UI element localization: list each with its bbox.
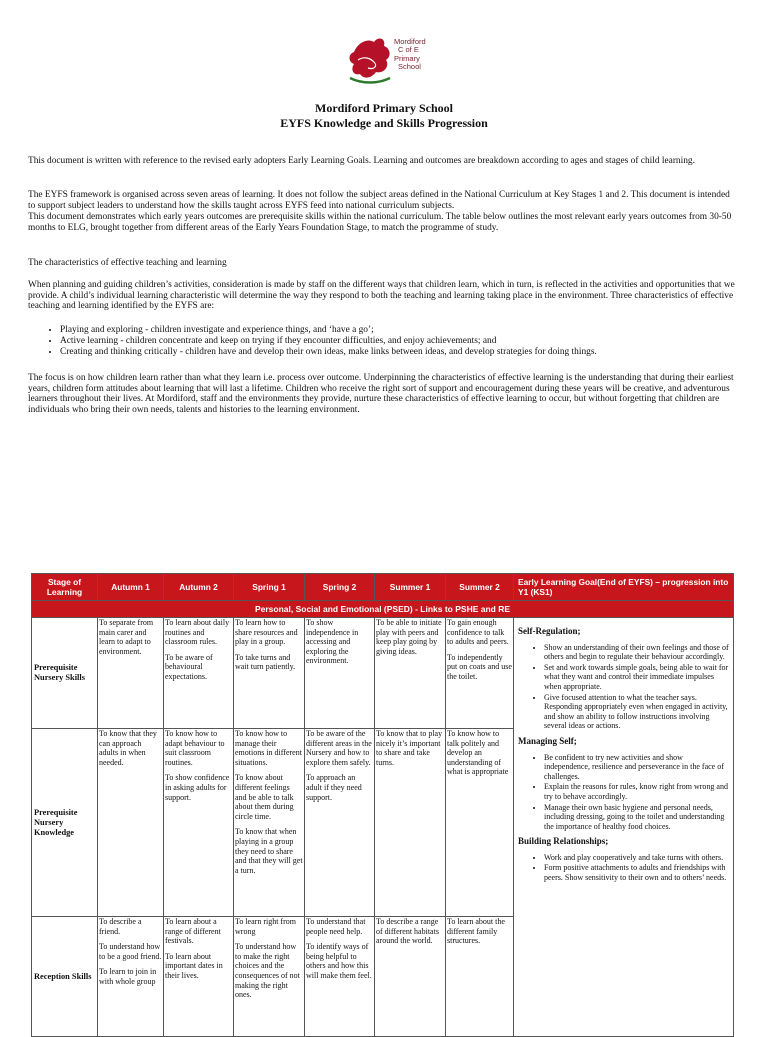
- cell-text: To describe a range of different habitats around the world.: [376, 917, 439, 946]
- elg-list-item: • Set and work towards simple goals, being able to wait for what they want and control their immediate impulses when appropriate.: [544, 663, 730, 692]
- table-cell: [446, 729, 514, 917]
- list-item: • Playing and exploring - children investigate and experience things, and ‘have a go’;: [60, 325, 760, 336]
- table-cell: [375, 618, 446, 729]
- header-autumn-1: Autumn 1: [98, 574, 164, 601]
- header-summer-2: Summer 2: [446, 574, 514, 601]
- table-cell: [305, 917, 375, 1037]
- table-cell: [98, 618, 164, 729]
- table-cell: [375, 729, 446, 917]
- logo-text: Mordiford C of E Primary School: [394, 37, 426, 71]
- cell-text: To learn to join in with whole group: [99, 967, 157, 986]
- intro-paragraph-3: This document demonstrates which early years outcomes are prerequisite skills within the national curriculum. The table below outlines the most relevant early years outcomes from 30-50 months to ELG, brought together from different areas of the Early Years Foundation Stage, to match the programme of study.: [28, 212, 732, 233]
- table-cell: [234, 729, 305, 917]
- cell-text: To learn right from wrong: [235, 917, 296, 936]
- elg-list: [518, 753, 730, 832]
- elg-group-title: Building Relationships;: [518, 836, 609, 847]
- elg-list-item: • Explain the reasons for rules, know right from wrong and try to behave accordingly.: [544, 782, 730, 801]
- table-cell: [446, 917, 514, 1037]
- cell-text: To gain enough confidence to talk to adults and peers.: [447, 618, 509, 647]
- early-learning-goal-cell: [514, 618, 734, 1037]
- characteristics-list: [44, 325, 760, 358]
- cell-text: To learn about the different family structures.: [447, 917, 505, 946]
- cell-text: To approach an adult if they need support.: [306, 773, 362, 802]
- cell-text: To independently put on coats and use the toilet.: [447, 652, 512, 681]
- elg-list: [518, 853, 730, 883]
- elg-list-item: • Give focused attention to what the teacher says. Responding appropriately even when engaged in activity, and show an ability to follow instructions involving several ideas or actions.: [544, 693, 730, 731]
- cell-text: To describe a friend.: [99, 917, 142, 936]
- cell-text: To show independence in accessing and exploring the environment.: [306, 618, 359, 666]
- cell-text: To separate from main carer and learn to adapt to environment.: [99, 618, 154, 656]
- elg-list-item: • Form positive attachments to adults and friendships with peers. Show sensitivity to their own and to others’ needs.: [544, 863, 730, 882]
- elg-list-item: • Show an understanding of their own feelings and those of others and begin to regulate their behaviour accordingly.: [544, 643, 730, 662]
- cell-text: To know how to adapt behaviour to suit classroom routines.: [165, 729, 225, 767]
- intro-paragraph-5: The focus is on how children learn rather than what they learn i.e. process over outcome. Underpinning the characteristics of effective learning is the understanding that during their earliest years, children form attitudes about learning that will last a lifetime. Children who receive the right sort of support and encouragement during these years will be creative, and adventurous learners throughout their lives. At Mordiford, staff and the environments they provide, nurture these characteristics of effective learning to occur, but without forgetting that children are individuals who bring their own needs, talents and histories to the learning environment.: [28, 373, 734, 415]
- cell-text: To show confidence in asking adults for support.: [165, 773, 230, 802]
- cell-text: To learn about a range of different festivals.: [165, 917, 221, 946]
- table-cell: [446, 618, 514, 729]
- cell-text: To learn how to share resources and play in a group.: [235, 618, 298, 647]
- elg-list-item: • Manage their own basic hygiene and personal needs, including dressing, going to the toilet and understanding the importance of healthy food choices.: [544, 803, 730, 832]
- progression-table: [31, 573, 734, 1037]
- header-spring-1: Spring 1: [234, 574, 305, 601]
- cell-text: To know that when playing in a group they need to share and that they will get a turn.: [235, 827, 303, 875]
- cell-text: To learn about important dates in their lives.: [165, 951, 223, 980]
- cell-text: To understand how to be a good friend.: [99, 942, 162, 961]
- cell-text: To be able to initiate play with peers and keep play going by giving ideas.: [376, 618, 442, 656]
- school-name: Mordiford Primary School: [315, 101, 453, 115]
- cell-text: To know about different feelings and be able to talk about them during circle time.: [235, 773, 294, 821]
- cell-text: To take turns and wait turn patiently.: [235, 652, 296, 672]
- stage-label: Reception Skills: [32, 917, 98, 1037]
- cell-text: To be aware of behavioural expectations.: [165, 652, 213, 681]
- table-cell: [164, 618, 234, 729]
- table-cell: [98, 917, 164, 1037]
- intro-paragraph-2: The EYFS framework is organised across seven areas of learning. It does not follow the subject areas defined in the National Curriculum at Key Stages 1 and 2. This document is intended to support subject leaders to understand how the skills taught across EYFS feed into national curriculum subjects.: [28, 190, 730, 211]
- list-item: • Creating and thinking critically - children have and develop their own ideas, make links between ideas, and develop strategies for doing things.: [60, 347, 760, 358]
- table-row: [32, 618, 734, 729]
- table-cell: [234, 618, 305, 729]
- table-cell: [305, 729, 375, 917]
- stage-label: Prerequisite Nursery Skills: [32, 618, 98, 729]
- table-cell: [164, 729, 234, 917]
- table-cell: [375, 917, 446, 1037]
- table-cell: [98, 729, 164, 917]
- elg-list-item: • Work and play cooperatively and take turns with others.: [544, 853, 730, 863]
- elg-group-title: Self-Regulation;: [518, 626, 581, 636]
- cell-text: To know how to manage their emotions in different situations.: [235, 729, 302, 767]
- intro-paragraph-1: This document is written with reference to the revised early adopters Early Learning Goals. Learning and outcomes are breakdown according to ages and stages of child learning.: [28, 156, 695, 166]
- section-heading: The characteristics of effective teaching and learning: [28, 258, 227, 268]
- cell-text: To understand that people need help.: [306, 917, 366, 936]
- stage-label: Prerequisite Nursery Knowledge: [32, 729, 98, 917]
- cell-text: To learn about daily routines and classroom rules.: [165, 618, 230, 647]
- section-row-psed: Personal, Social and Emotional (PSED) - Links to PSHE and RE: [32, 601, 734, 618]
- intro-paragraph-4: When planning and guiding children’s activities, consideration is made by staff on the different ways that children learn, which in turn, is reflected in the activities and opportunities that we provide. A child’s individual learning characteristic will determine the way they respond to both the teaching and learning taking place in the environment. Three characteristics of effective teaching and learning identified by the EYFS are:: [28, 280, 735, 312]
- elg-group-title: Managing Self;: [518, 735, 577, 746]
- table-cell: [164, 917, 234, 1037]
- cell-text: To be aware of the different areas in the Nursery and how to explore them safely.: [306, 729, 372, 767]
- cell-text: To understand how to make the right choices and the consequences of not making the right ones.: [235, 942, 300, 1000]
- cell-text: To identify ways of being helpful to others and how this will make them feel.: [306, 942, 372, 980]
- header-autumn-2: Autumn 2: [164, 574, 234, 601]
- table-header-row: [32, 574, 734, 601]
- elg-list: [518, 643, 730, 731]
- table-cell: [305, 618, 375, 729]
- header-spring-2: Spring 2: [305, 574, 375, 601]
- cell-text: To know that they can approach adults in when needed.: [99, 729, 157, 767]
- cell-text: To know how to talk politely and develop an understanding of what is appropriate: [447, 729, 509, 777]
- list-item: • Active learning - children concentrate and keep on trying if they encounter difficulties, and enjoy achievements; and: [60, 336, 760, 347]
- document-title: EYFS Knowledge and Skills Progression: [280, 116, 488, 130]
- header-early-learning-goal: Early Learning Goal(End of EYFS) – progression into Y1 (KS1): [514, 574, 734, 601]
- cell-text: To know that to play nicely it’s important to share and take turns.: [376, 729, 443, 767]
- header-stage: Stage of Learning: [32, 574, 98, 601]
- header-summer-1: Summer 1: [375, 574, 446, 601]
- table-cell: [234, 917, 305, 1037]
- elg-list-item: • Be confident to try new activities and show independence, resilience and perseverance in the face of challenges.: [544, 753, 730, 782]
